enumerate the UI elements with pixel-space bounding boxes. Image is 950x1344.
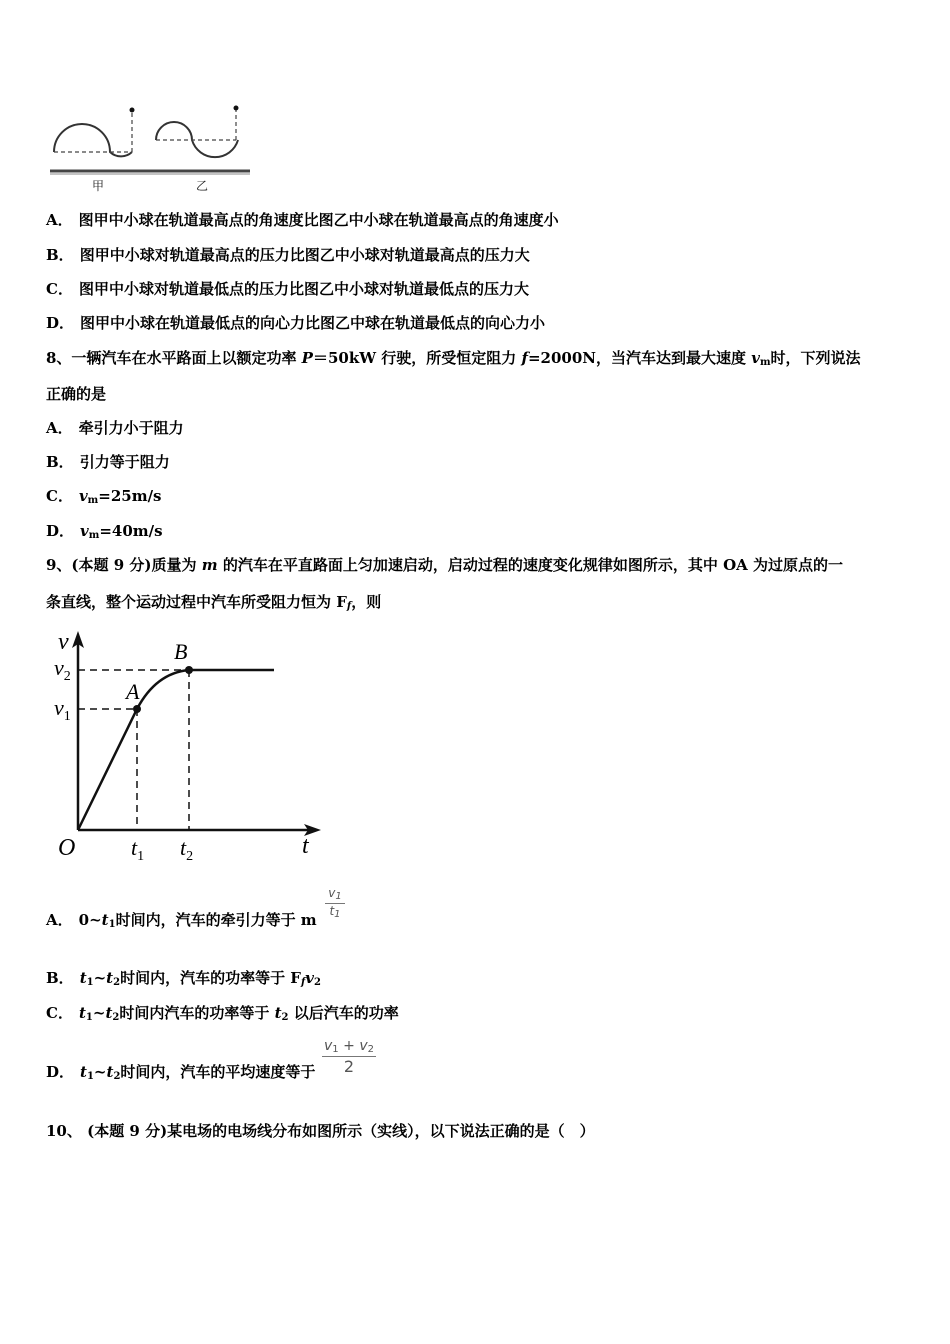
q9-a-fraction: $\frac{v_1}{t_1}$	[325, 886, 345, 920]
v1-label: $v_1$	[54, 695, 71, 724]
vt-graph	[46, 625, 336, 865]
label-b: B	[174, 639, 188, 664]
track-yi	[156, 122, 238, 157]
label-yi: 乙	[196, 179, 209, 193]
q9-option-b: B． $t_1\sim t_2$时间内，汽车的功率等于 $F_fv_2$	[46, 969, 321, 988]
v2-label: $v_2$	[54, 655, 71, 684]
q8-stem: 8、一辆汽车在水平路面上以额定功率 P＝50kW 行驶，所受恒定阻力 f=2000N，当汽车达到最大速度 $v_m$时，下列说法	[46, 349, 861, 368]
q9-option-d: D． $t_1\sim t_2$时间内，汽车的平均速度等于	[46, 1063, 316, 1082]
point-a	[133, 705, 141, 713]
label-a: A	[126, 679, 140, 704]
q8-stem-line2: 正确的是	[46, 385, 107, 403]
q10-stem: 10、 (本题 9 分)某电场的电场线分布如图所示（实线），以下说法正确的是（ ）	[46, 1122, 595, 1140]
q9-stem: 9、(本题 9 分)质量为 m 的汽车在平直路面上匀加速启动，启动过程的速度变化规律如图所示，其中 OA 为过原点的一	[46, 556, 844, 574]
q8-option-d: D． $v_m=40m/s$	[46, 522, 163, 541]
q8-option-b: B． 引力等于阻力	[46, 453, 170, 471]
q7-option-d: D． 图甲中小球在轨道最低点的向心力比图乙中球在轨道最低点的向心力小	[46, 314, 546, 332]
ball-jia	[130, 108, 135, 113]
q9-option-a: A． $0\sim t_1$时间内，汽车的牵引力等于 m	[46, 911, 317, 930]
q8-option-c: C． $v_m=25m/s$	[46, 487, 162, 506]
q8-option-a: A． 牵引力小于阻力	[46, 419, 184, 437]
point-b	[185, 666, 193, 674]
q7-option-a: A． 图甲中小球在轨道最高点的角速度比图乙中小球在轨道最高点的角速度小	[46, 211, 559, 229]
v-axis-label: v	[58, 629, 69, 655]
q9-option-c: C． $t_1\sim t_2$时间内汽车的功率等于 $t_2$ 以后汽车的功率	[46, 1004, 399, 1023]
t2-label: $t_2$	[180, 835, 194, 864]
ball-yi	[234, 106, 239, 111]
velocity-curve	[78, 670, 274, 830]
origin-label: O	[58, 835, 76, 861]
q7-option-b: B． 图甲中小球对轨道最高点的压力比图乙中小球对轨道最高点的压力大	[46, 246, 530, 264]
t-axis-label: t	[302, 833, 309, 859]
label-jia: 甲	[92, 179, 105, 193]
q9-stem-line2: 条直线，整个运动过程中汽车所受阻力恒为 $F_f$，则	[46, 593, 382, 612]
q9-d-fraction: $\frac{v_1 + v_2}{2}$	[322, 1038, 376, 1076]
t1-label: $t_1$	[131, 835, 145, 864]
track-figure	[46, 100, 256, 196]
q7-option-c: C． 图甲中小球对轨道最低点的压力比图乙中小球对轨道最低点的压力大	[46, 280, 529, 298]
